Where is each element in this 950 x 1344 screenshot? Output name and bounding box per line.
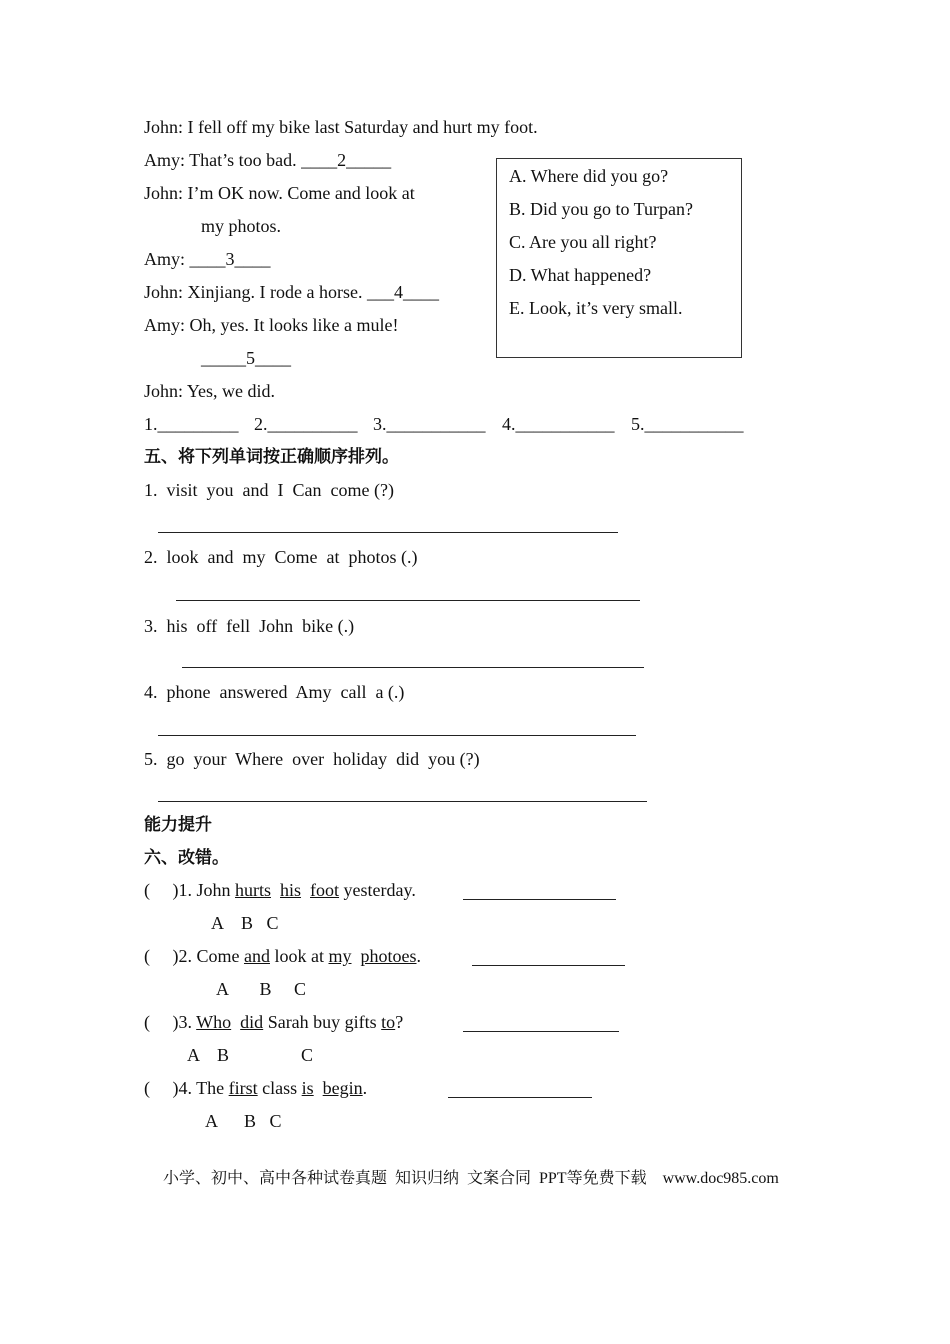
answer-line[interactable] [158,801,647,802]
answer-blank[interactable]: 2.__________ [254,414,358,434]
answer-line[interactable] [463,1031,619,1032]
reorder-item: 2. look and my Come at photos (.) [144,547,418,567]
option: D. What happened? [509,265,652,285]
footer-text: 小学、初中、高中各种试卷真题 知识归纳 文案合同 PPT等免费下载 www.doc985.com [163,1170,779,1187]
answer-blank[interactable]: 5.___________ [631,414,744,434]
section-heading: 能力提升 [144,815,212,835]
section-title: 五、将下列单词按正确顺序排列。 [144,447,399,467]
answer-line[interactable] [158,532,618,533]
section-title: 六、改错。 [144,848,229,868]
dialogue-line: Amy: ____3____ [144,249,271,269]
option-letters: A B C [187,1045,314,1065]
answer-line[interactable] [182,667,644,668]
option-letters: A B C [216,979,307,999]
answer-line[interactable] [448,1097,592,1098]
dialogue-line: John: Yes, we did. [144,381,276,401]
option: A. Where did you go? [509,166,669,186]
reorder-item: 3. his off fell John bike (.) [144,616,355,636]
answer-blank[interactable]: 4.___________ [502,414,615,434]
dialogue-line: Amy: That’s too bad. ____2_____ [144,150,392,170]
dialogue-line: Amy: Oh, yes. It looks like a mule! [144,315,399,335]
dialogue-line: John: I fell off my bike last Saturday and hurt my foot. [144,117,538,137]
option: C. Are you all right? [509,232,657,252]
answer-blank[interactable]: 3.___________ [373,414,486,434]
answer-line[interactable] [472,965,625,966]
correction-item: ( )1. John hurts his foot yesterday. [144,880,416,900]
option: E. Look, it’s very small. [509,298,683,318]
options-box [496,158,742,358]
dialogue-line: John: Xinjiang. I rode a horse. ___4____ [144,282,439,302]
reorder-item: 1. visit you and I Can come (?) [144,480,394,500]
dialogue-line: _____5____ [201,348,291,368]
dialogue-line: my photos. [201,216,282,236]
answer-line[interactable] [463,899,616,900]
reorder-item: 5. go your Where over holiday did you (?) [144,749,480,769]
correction-item: ( )4. The first class is begin. [144,1078,368,1098]
reorder-item: 4. phone answered Amy call a (.) [144,682,405,702]
answer-line[interactable] [158,735,636,736]
answer-line[interactable] [176,600,640,601]
option-letters: A B C [205,1111,282,1131]
dialogue-line: John: I’m OK now. Come and look at [144,183,415,203]
correction-item: ( )2. Come and look at my photoes. [144,946,421,966]
correction-item: ( )3. Who did Sarah buy gifts to? [144,1012,404,1032]
option-letters: A B C [211,913,279,933]
answer-blank[interactable]: 1._________ [144,414,239,434]
option: B. Did you go to Turpan? [509,199,694,219]
